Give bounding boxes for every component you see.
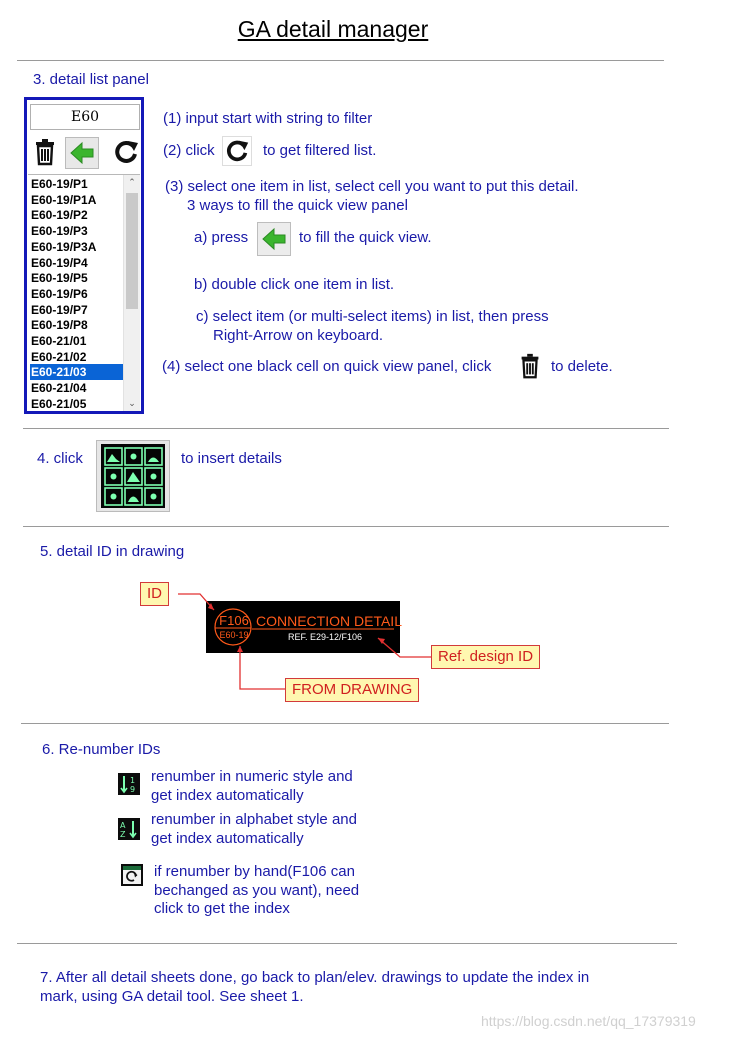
scroll-up-icon[interactable]: ⌃ [128,177,136,187]
list-item[interactable]: E60-19/P1 [31,177,88,191]
section6-heading: 6. Re-number IDs [42,741,161,758]
step1-text: (1) input start with string to filter [163,110,373,127]
divider [17,943,677,944]
from-drawing-id-text: E60-19 [219,630,249,640]
id-callout: ID [140,582,169,606]
section5-heading: 5. detail ID in drawing [40,543,185,560]
svg-text:A: A [120,821,126,830]
from-drawing-callout: FROM DRAWING [285,678,419,702]
renumber-alpha-line1: renumber in alphabet style and [151,811,357,828]
step3b-text: b) double click one item in list. [194,276,395,293]
list-item[interactable]: E60-21/03 [30,364,123,380]
step4-post-text: to delete. [551,358,613,375]
list-item[interactable]: E60-21/04 [31,381,87,396]
reference-text: REF. E29-12/F106 [288,632,363,642]
renumber-hand-line3: click to get the index [154,900,290,917]
section7-line1: 7. After all detail sheets done, go back to plan/elev. drawings to update the index in [40,969,590,986]
svg-text:1: 1 [130,776,136,785]
list-item[interactable]: E60-19/P2 [31,208,88,223]
list-item[interactable]: E60-21/05 [31,396,87,411]
list-item[interactable]: E60-19/P3A [31,239,97,254]
step2-text: (2) click [163,142,215,159]
list-item[interactable]: E60-19/P6 [31,286,88,301]
ref-design-id-callout: Ref. design ID [431,645,540,669]
svg-text:Z: Z [120,830,126,839]
renumber-hand-line2: bechanged as you want), need [154,882,360,899]
list-item[interactable]: E60-19/P4 [31,255,88,270]
list-item[interactable]: E60-19/P3 [31,224,88,239]
section4-label: 4. click [37,450,83,467]
section4-post-text: to insert details [181,450,282,467]
step4-text: (4) select one black cell on quick view panel, click [162,358,492,375]
section3-heading: 3. detail list panel [33,71,149,88]
step3a-text: a) press [194,229,249,246]
filter-input[interactable]: E60 [30,104,140,130]
svg-text:9: 9 [130,785,136,794]
list-item[interactable]: E60-19/P7 [31,302,88,317]
list-item[interactable]: E60-19/P5 [31,271,88,286]
page-title: GA detail manager [237,16,429,42]
detail-id-text: F106 [219,613,249,628]
get-index-icon [121,864,143,886]
scroll-down-icon[interactable]: ⌄ [128,398,136,408]
divider [21,723,669,724]
step3c-line1: c) select item (or multi-select items) in list, then press [196,308,549,325]
step3a-post-text: to fill the quick view. [299,229,432,246]
renumber-numeric-line1: renumber in numeric style and [151,768,353,785]
watermark: https://blog.csdn.net/qq_17379319 [481,1013,696,1029]
renumber-alpha-icon [118,818,140,840]
detail-title-text: CONNECTION DETAIL [256,613,402,629]
step2-post-text: to get filtered list. [263,142,377,159]
section7-line2: mark, using GA detail tool. See sheet 1. [40,988,304,1005]
list-item[interactable]: E60-19/P8 [31,318,88,333]
list-item[interactable]: E60-21/02 [31,349,87,364]
renumber-numeric-icon [118,773,140,795]
renumber-alpha-line2: get index automatically [151,830,304,847]
step3-line1: (3) select one item in list, select cell you want to put this detail. [165,178,579,195]
renumber-numeric-line2: get index automatically [151,787,304,804]
step3-line2: 3 ways to fill the quick view panel [187,197,408,214]
renumber-hand-line1: if renumber by hand(F106 can [154,863,355,880]
list-item[interactable]: E60-21/01 [31,334,87,348]
list-item[interactable]: E60-19/P1A [31,192,97,207]
step3c-line2: Right-Arrow on keyboard. [213,327,384,344]
